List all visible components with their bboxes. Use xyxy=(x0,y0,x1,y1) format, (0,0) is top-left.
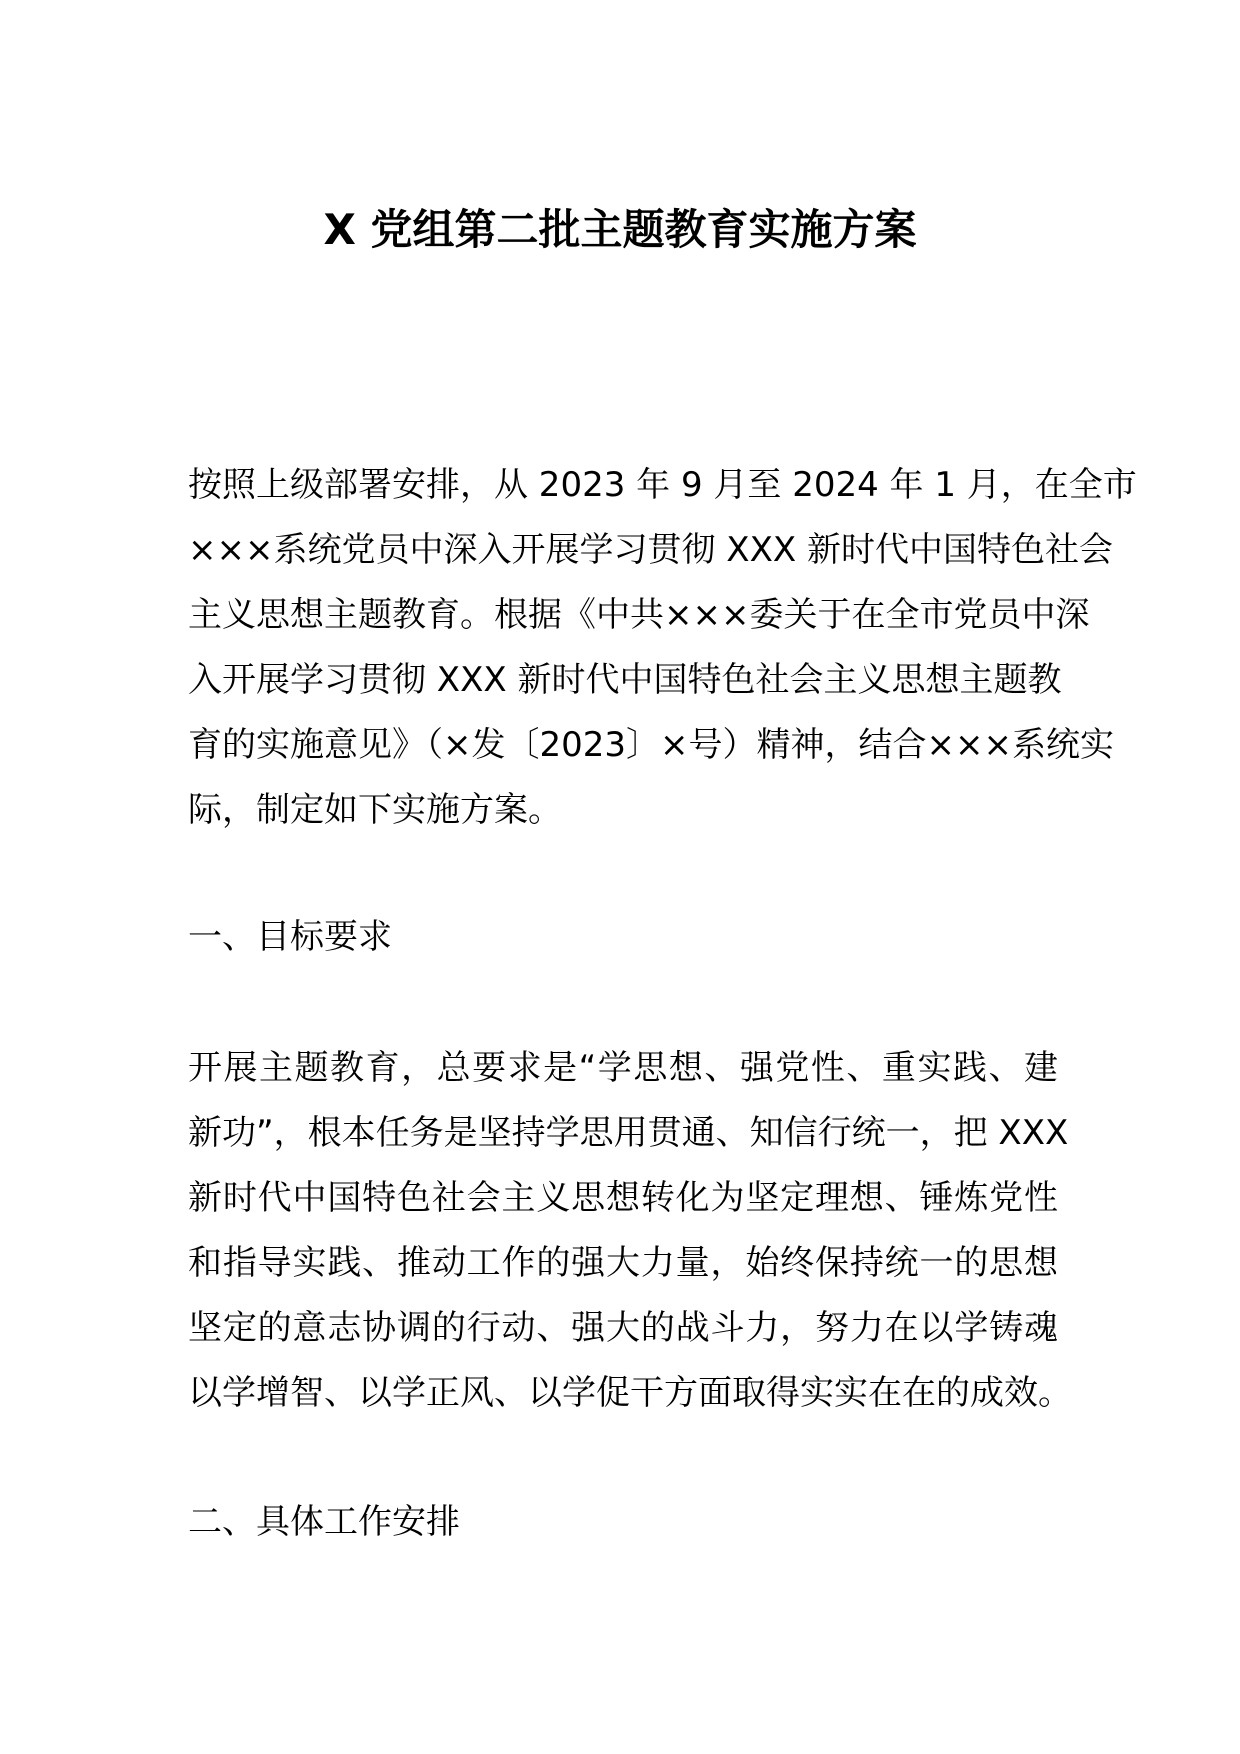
paragraph-line: 新功”，根本任务是坚持学思用贯通、知信行统一，把 XXX xyxy=(188,1113,1069,1153)
paragraph-line: 坚定的意志协调的行动、强大的战斗力，努力在以学铸魂 xyxy=(188,1308,1058,1348)
section-heading-goals: 一、目标要求 xyxy=(188,917,392,957)
paragraph-line: 新时代中国特色社会主义思想转化为坚定理想、锤炼党性 xyxy=(188,1178,1058,1218)
goals-paragraph xyxy=(188,1036,1072,1426)
paragraph-line: 开展主题教育，总要求是“学思想、强党性、重实践、建 xyxy=(188,1048,1058,1088)
intro-paragraph xyxy=(188,453,1137,843)
paragraph-line: 际，制定如下实施方案。 xyxy=(188,790,562,830)
paragraph-line: ×××系统党员中深入开展学习贯彻 XXX 新时代中国特色社会 xyxy=(188,530,1113,570)
paragraph-line: 入开展学习贯彻 XXX 新时代中国特色社会主义思想主题教 xyxy=(188,660,1062,700)
paragraph-line: 和指导实践、推动工作的强大力量，始终保持统一的思想 xyxy=(188,1243,1058,1283)
document-title: X 党组第二批主题教育实施方案 xyxy=(323,205,917,254)
paragraph-line: 育的实施意见》（×发〔2023〕×号）精神，结合×××系统实 xyxy=(188,725,1114,765)
section-heading-work-arrangement: 二、具体工作安排 xyxy=(188,1502,460,1542)
paragraph-line: 按照上级部署安排，从 2023 年 9 月至 2024 年 1 月，在全市 xyxy=(188,465,1137,505)
paragraph-line: 以学增智、以学正风、以学促干方面取得实实在在的成效。 xyxy=(188,1373,1072,1413)
paragraph-line: 主义思想主题教育。根据《中共×××委关于在全市党员中深 xyxy=(188,595,1090,635)
